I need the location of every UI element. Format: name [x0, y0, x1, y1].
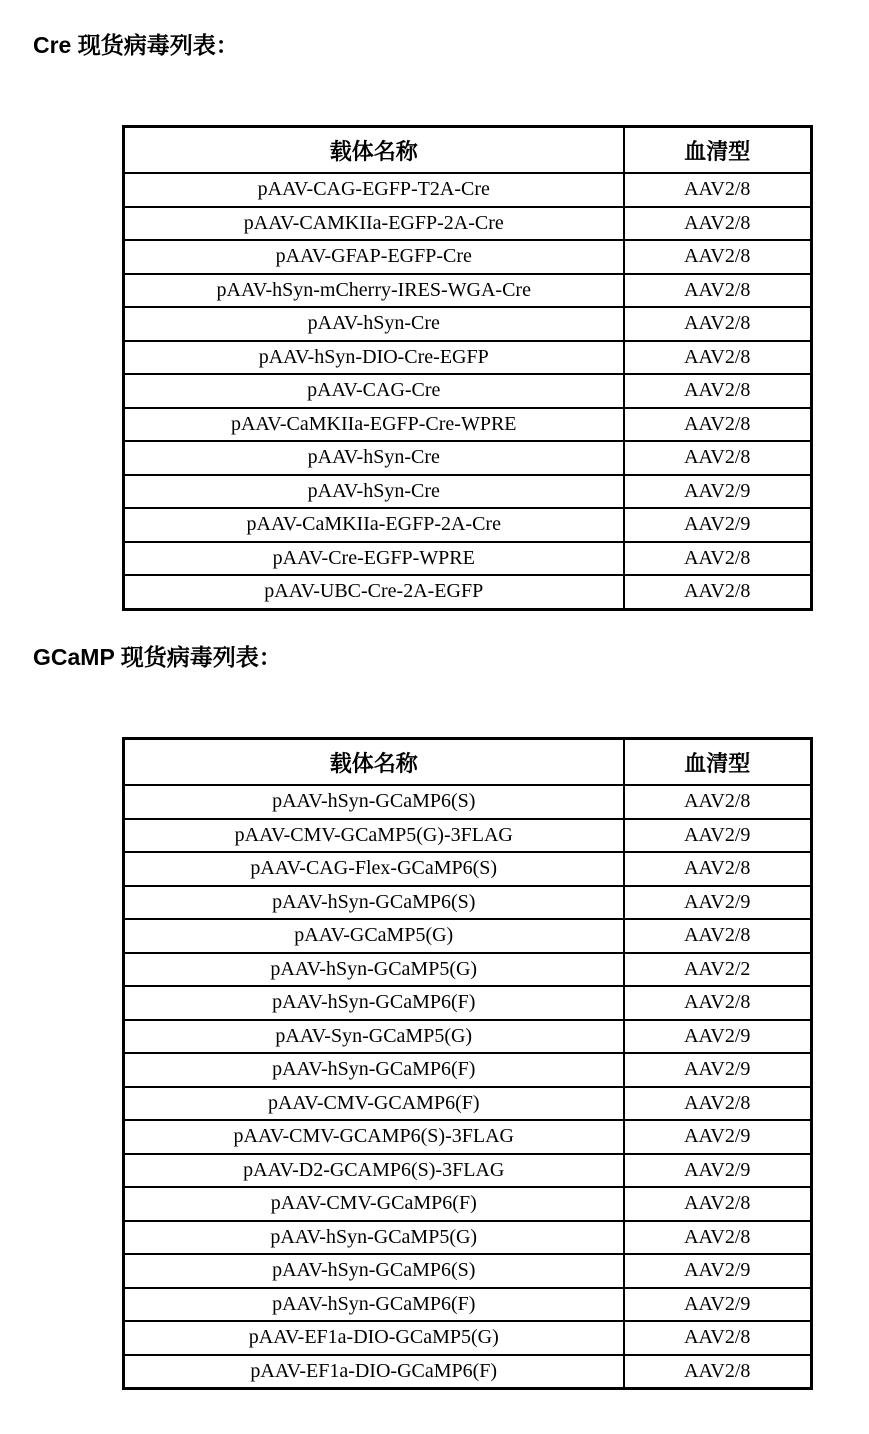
table-row — [124, 1154, 812, 1188]
vector-name-cell: pAAV-CMV-GCAMP6(S)-3FLAG — [124, 1120, 624, 1154]
vector-name-cell: pAAV-UBC-Cre-2A-EGFP — [124, 575, 624, 609]
column-header-vector-name: 载体名称 — [124, 739, 624, 786]
column-header-serotype: 血清型 — [624, 127, 812, 174]
vector-name-cell: pAAV-hSyn-GCaMP6(S) — [124, 1254, 624, 1288]
table-row — [124, 785, 812, 819]
vector-name-cell: pAAV-hSyn-mCherry-IRES-WGA-Cre — [124, 274, 624, 308]
serotype-cell: AAV2/8 — [624, 575, 812, 609]
vector-name-cell: pAAV-hSyn-Cre — [124, 475, 624, 509]
serotype-cell: AAV2/2 — [624, 953, 812, 987]
serotype-cell: AAV2/8 — [624, 1187, 812, 1221]
vector-name-cell: pAAV-hSyn-GCaMP6(S) — [124, 785, 624, 819]
serotype-cell: AAV2/9 — [624, 475, 812, 509]
vector-name-cell: pAAV-CMV-GCaMP6(F) — [124, 1187, 624, 1221]
serotype-cell: AAV2/8 — [624, 542, 812, 576]
serotype-cell: AAV2/9 — [624, 1154, 812, 1188]
vector-name-cell: pAAV-GFAP-EGFP-Cre — [124, 240, 624, 274]
vector-name-cell: pAAV-CAG-Flex-GCaMP6(S) — [124, 852, 624, 886]
vector-name-cell: pAAV-hSyn-GCaMP5(G) — [124, 953, 624, 987]
table-header-row — [124, 127, 812, 174]
serotype-cell: AAV2/9 — [624, 886, 812, 920]
vector-name-cell: pAAV-CaMKIIa-EGFP-Cre-WPRE — [124, 408, 624, 442]
serotype-cell: AAV2/8 — [624, 785, 812, 819]
vector-name-cell: pAAV-hSyn-GCaMP5(G) — [124, 1221, 624, 1255]
gcamp-list-heading: GCaMP 现货病毒列表： — [33, 644, 282, 670]
serotype-cell: AAV2/8 — [624, 274, 812, 308]
gcamp-virus-table — [122, 737, 813, 1390]
column-header-serotype: 血清型 — [624, 739, 812, 786]
serotype-cell: AAV2/8 — [624, 1087, 812, 1121]
serotype-cell: AAV2/9 — [624, 1254, 812, 1288]
serotype-cell: AAV2/8 — [624, 207, 812, 241]
table-row — [124, 1053, 812, 1087]
table-header-row — [124, 739, 812, 786]
table-row — [124, 1321, 812, 1355]
cre-list-heading: Cre 现货病毒列表： — [33, 32, 239, 58]
serotype-cell: AAV2/8 — [624, 852, 812, 886]
cre-virus-table — [122, 125, 813, 611]
table-row — [124, 1288, 812, 1322]
cre-table-body — [124, 173, 812, 609]
table-row — [124, 1120, 812, 1154]
vector-name-cell: pAAV-Syn-GCaMP5(G) — [124, 1020, 624, 1054]
table-row — [124, 341, 812, 375]
serotype-cell: AAV2/8 — [624, 307, 812, 341]
table-row — [124, 173, 812, 207]
vector-name-cell: pAAV-CMV-GCAMP6(F) — [124, 1087, 624, 1121]
table-row — [124, 274, 812, 308]
serotype-cell: AAV2/8 — [624, 1355, 812, 1389]
vector-name-cell: pAAV-EF1a-DIO-GCaMP6(F) — [124, 1355, 624, 1389]
table-row — [124, 919, 812, 953]
vector-name-cell: pAAV-hSyn-Cre — [124, 307, 624, 341]
table-row — [124, 408, 812, 442]
vector-name-cell: pAAV-GCaMP5(G) — [124, 919, 624, 953]
vector-name-cell: pAAV-hSyn-Cre — [124, 441, 624, 475]
table-row — [124, 1254, 812, 1288]
table-row — [124, 1187, 812, 1221]
serotype-cell: AAV2/8 — [624, 441, 812, 475]
serotype-cell: AAV2/8 — [624, 919, 812, 953]
table-row — [124, 508, 812, 542]
serotype-cell: AAV2/8 — [624, 1321, 812, 1355]
gcamp-table-body — [124, 785, 812, 1389]
serotype-cell: AAV2/8 — [624, 173, 812, 207]
vector-name-cell: pAAV-hSyn-GCaMP6(F) — [124, 1288, 624, 1322]
table-row — [124, 1087, 812, 1121]
vector-name-cell: pAAV-hSyn-GCaMP6(F) — [124, 986, 624, 1020]
vector-name-cell: pAAV-hSyn-GCaMP6(S) — [124, 886, 624, 920]
vector-name-cell: pAAV-CAMKIIa-EGFP-2A-Cre — [124, 207, 624, 241]
vector-name-cell: pAAV-CMV-GCaMP5(G)-3FLAG — [124, 819, 624, 853]
serotype-cell: AAV2/9 — [624, 508, 812, 542]
vector-name-cell: pAAV-CAG-Cre — [124, 374, 624, 408]
column-header-vector-name: 载体名称 — [124, 127, 624, 174]
table-row — [124, 1221, 812, 1255]
serotype-cell: AAV2/8 — [624, 240, 812, 274]
table-row — [124, 886, 812, 920]
serotype-cell: AAV2/9 — [624, 1288, 812, 1322]
table-row — [124, 307, 812, 341]
table-row — [124, 575, 812, 609]
table-row — [124, 542, 812, 576]
table-row — [124, 475, 812, 509]
table-row — [124, 1355, 812, 1389]
vector-name-cell: pAAV-Cre-EGFP-WPRE — [124, 542, 624, 576]
table-row — [124, 986, 812, 1020]
table-row — [124, 852, 812, 886]
vector-name-cell: pAAV-EF1a-DIO-GCaMP5(G) — [124, 1321, 624, 1355]
serotype-cell: AAV2/9 — [624, 1020, 812, 1054]
vector-name-cell: pAAV-D2-GCAMP6(S)-3FLAG — [124, 1154, 624, 1188]
table-row — [124, 240, 812, 274]
serotype-cell: AAV2/9 — [624, 1120, 812, 1154]
serotype-cell: AAV2/8 — [624, 408, 812, 442]
table-row — [124, 374, 812, 408]
table-row — [124, 953, 812, 987]
table-row — [124, 1020, 812, 1054]
serotype-cell: AAV2/9 — [624, 819, 812, 853]
table-row — [124, 207, 812, 241]
serotype-cell: AAV2/8 — [624, 986, 812, 1020]
vector-name-cell: pAAV-hSyn-DIO-Cre-EGFP — [124, 341, 624, 375]
vector-name-cell: pAAV-CAG-EGFP-T2A-Cre — [124, 173, 624, 207]
vector-name-cell: pAAV-hSyn-GCaMP6(F) — [124, 1053, 624, 1087]
table-row — [124, 819, 812, 853]
vector-name-cell: pAAV-CaMKIIa-EGFP-2A-Cre — [124, 508, 624, 542]
serotype-cell: AAV2/9 — [624, 1053, 812, 1087]
serotype-cell: AAV2/8 — [624, 341, 812, 375]
table-row — [124, 441, 812, 475]
serotype-cell: AAV2/8 — [624, 1221, 812, 1255]
serotype-cell: AAV2/8 — [624, 374, 812, 408]
